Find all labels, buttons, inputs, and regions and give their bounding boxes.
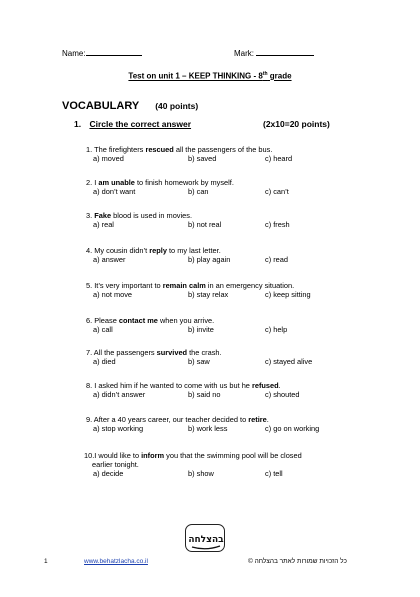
answer-option-a[interactable]: a) decide bbox=[93, 469, 124, 478]
answer-option-a[interactable]: a) real bbox=[93, 220, 114, 229]
question-9 bbox=[86, 415, 320, 433]
question-text bbox=[84, 451, 302, 460]
question-text bbox=[86, 145, 272, 154]
vocabulary-heading: VOCABULARY bbox=[62, 100, 140, 112]
answer-options bbox=[84, 469, 302, 478]
website-link[interactable]: www.behatzlacha.co.il bbox=[84, 558, 148, 565]
test-title bbox=[0, 71, 420, 81]
answer-option-a[interactable]: a) don’t want bbox=[93, 187, 136, 196]
logo-text: בהצלחה bbox=[188, 535, 224, 545]
question-fragment: 10.I would like to bbox=[84, 451, 142, 460]
question-keyword: reply bbox=[149, 246, 167, 255]
title-text: Test on unit 1 – KEEP THINKING - 8 bbox=[128, 71, 263, 81]
question-7 bbox=[86, 348, 313, 366]
question-text bbox=[86, 178, 234, 187]
answer-option-b[interactable]: b) stay relax bbox=[188, 290, 229, 299]
mark-label: Mark: bbox=[234, 49, 254, 58]
behatzlacha-logo bbox=[185, 524, 225, 552]
question-keyword: am unable bbox=[98, 178, 135, 187]
answer-option-c[interactable]: c) help bbox=[265, 325, 288, 334]
question-text-line2: earlier tonight. bbox=[92, 460, 139, 469]
answer-option-b[interactable]: b) saw bbox=[188, 357, 210, 366]
answer-option-b[interactable]: b) play again bbox=[188, 255, 231, 264]
name-blank[interactable] bbox=[86, 47, 142, 56]
mark-field[interactable] bbox=[234, 47, 314, 58]
question-fragment: 7. All the passengers bbox=[86, 348, 157, 357]
answer-option-a[interactable]: a) died bbox=[93, 357, 116, 366]
answer-option-b[interactable]: b) can bbox=[188, 187, 209, 196]
answer-option-c[interactable]: c) fresh bbox=[265, 220, 290, 229]
question-keyword: rescued bbox=[145, 145, 174, 154]
answer-option-a[interactable]: a) moved bbox=[93, 154, 124, 163]
question-text bbox=[86, 348, 222, 357]
answer-option-c[interactable]: c) keep sitting bbox=[265, 290, 311, 299]
answer-option-b[interactable]: b) not real bbox=[188, 220, 222, 229]
question-text bbox=[86, 415, 269, 424]
question-fragment: to finish homework by myself. bbox=[134, 178, 234, 187]
section-heading bbox=[62, 96, 198, 114]
answer-option-c[interactable]: c) go on working bbox=[265, 424, 320, 433]
name-field[interactable] bbox=[62, 47, 142, 58]
answer-option-b[interactable]: b) invite bbox=[188, 325, 214, 334]
answer-option-c[interactable]: c) heard bbox=[265, 154, 293, 163]
question-fragment: 3. bbox=[86, 211, 95, 220]
answer-option-c[interactable]: c) stayed alive bbox=[265, 357, 313, 366]
title-sup: th bbox=[262, 71, 268, 77]
answer-option-c[interactable]: c) read bbox=[265, 255, 289, 264]
answer-options bbox=[86, 154, 293, 163]
question-4 bbox=[86, 246, 289, 264]
question-5 bbox=[86, 281, 311, 299]
answer-option-a[interactable]: a) stop working bbox=[93, 424, 144, 433]
task-label: Circle the correct answer bbox=[89, 119, 192, 129]
question-fragment: when you arrive. bbox=[157, 316, 215, 325]
question-8 bbox=[86, 381, 300, 399]
task-number: 1. bbox=[74, 119, 82, 129]
question-fragment: 6. Please bbox=[86, 316, 119, 325]
task-heading bbox=[74, 119, 191, 129]
question-fragment: . bbox=[266, 415, 269, 424]
question-keyword: inform bbox=[141, 451, 165, 460]
answer-option-c[interactable]: c) shouted bbox=[265, 390, 300, 399]
question-6 bbox=[86, 316, 288, 334]
question-fragment: 8. I asked him if he wanted to come with us but he bbox=[86, 381, 252, 390]
title-end: grade bbox=[267, 71, 292, 81]
answer-option-a[interactable]: a) not move bbox=[93, 290, 133, 299]
name-label: Name: bbox=[62, 49, 86, 58]
answer-option-c[interactable]: c) can’t bbox=[265, 187, 289, 196]
question-fragment: 1. The firefighters bbox=[86, 145, 146, 154]
question-fragment: . bbox=[278, 381, 281, 390]
question-fragment: to my last letter. bbox=[166, 246, 221, 255]
answer-option-a[interactable]: a) call bbox=[93, 325, 113, 334]
question-keyword: survived bbox=[156, 348, 188, 357]
question-1 bbox=[86, 145, 293, 163]
answer-option-b[interactable]: b) saved bbox=[188, 154, 217, 163]
answer-option-a[interactable]: a) answer bbox=[93, 255, 126, 264]
answer-options bbox=[86, 290, 311, 299]
question-2 bbox=[86, 178, 289, 196]
question-keyword: contact me bbox=[118, 316, 158, 325]
question-keyword: Fake bbox=[94, 211, 112, 220]
question-text bbox=[86, 381, 281, 390]
copyright-text: כל הזכויות שמורות לאתר בהצלחה © bbox=[248, 558, 347, 565]
answer-options bbox=[86, 325, 288, 334]
question-fragment: 5. It’s very important to bbox=[86, 281, 163, 290]
question-text bbox=[86, 316, 214, 325]
answer-option-b[interactable]: b) show bbox=[188, 469, 214, 478]
question-fragment: all the passengers of the bus. bbox=[173, 145, 273, 154]
mark-blank[interactable] bbox=[256, 47, 314, 56]
answer-option-b[interactable]: b) work less bbox=[188, 424, 228, 433]
section-points: (40 points) bbox=[155, 101, 199, 111]
question-fragment: blood is used in movies. bbox=[111, 211, 193, 220]
answer-options bbox=[86, 390, 300, 399]
question-keyword: refused bbox=[251, 381, 279, 390]
answer-options bbox=[86, 220, 290, 229]
answer-options bbox=[86, 357, 313, 366]
question-text bbox=[86, 281, 294, 290]
question-fragment: 4. My cousin didn’t bbox=[86, 246, 150, 255]
question-text bbox=[86, 246, 221, 255]
answer-options bbox=[86, 424, 320, 433]
answer-options bbox=[86, 255, 289, 264]
question-keyword: retire bbox=[248, 415, 267, 424]
question-fragment: you that the swimming pool will be closed bbox=[164, 451, 302, 460]
page-number: 1 bbox=[44, 558, 48, 565]
question-keyword: remain calm bbox=[162, 281, 206, 290]
answer-option-c[interactable]: c) tell bbox=[265, 469, 283, 478]
question-10 bbox=[84, 451, 302, 478]
logo-graphic bbox=[186, 525, 226, 553]
question-fragment: 9. After a 40 years career, our teacher decided to bbox=[86, 415, 249, 424]
question-3 bbox=[86, 211, 290, 229]
question-fragment: 2. I bbox=[86, 178, 99, 187]
question-fragment: the crash. bbox=[187, 348, 222, 357]
answer-options bbox=[86, 187, 289, 196]
answer-option-b[interactable]: b) said no bbox=[188, 390, 221, 399]
question-fragment: in an emergency situation. bbox=[205, 281, 295, 290]
answer-option-a[interactable]: a) didn’t answer bbox=[93, 390, 146, 399]
task-points: (2x10=20 points) bbox=[263, 119, 330, 129]
question-text bbox=[86, 211, 192, 220]
